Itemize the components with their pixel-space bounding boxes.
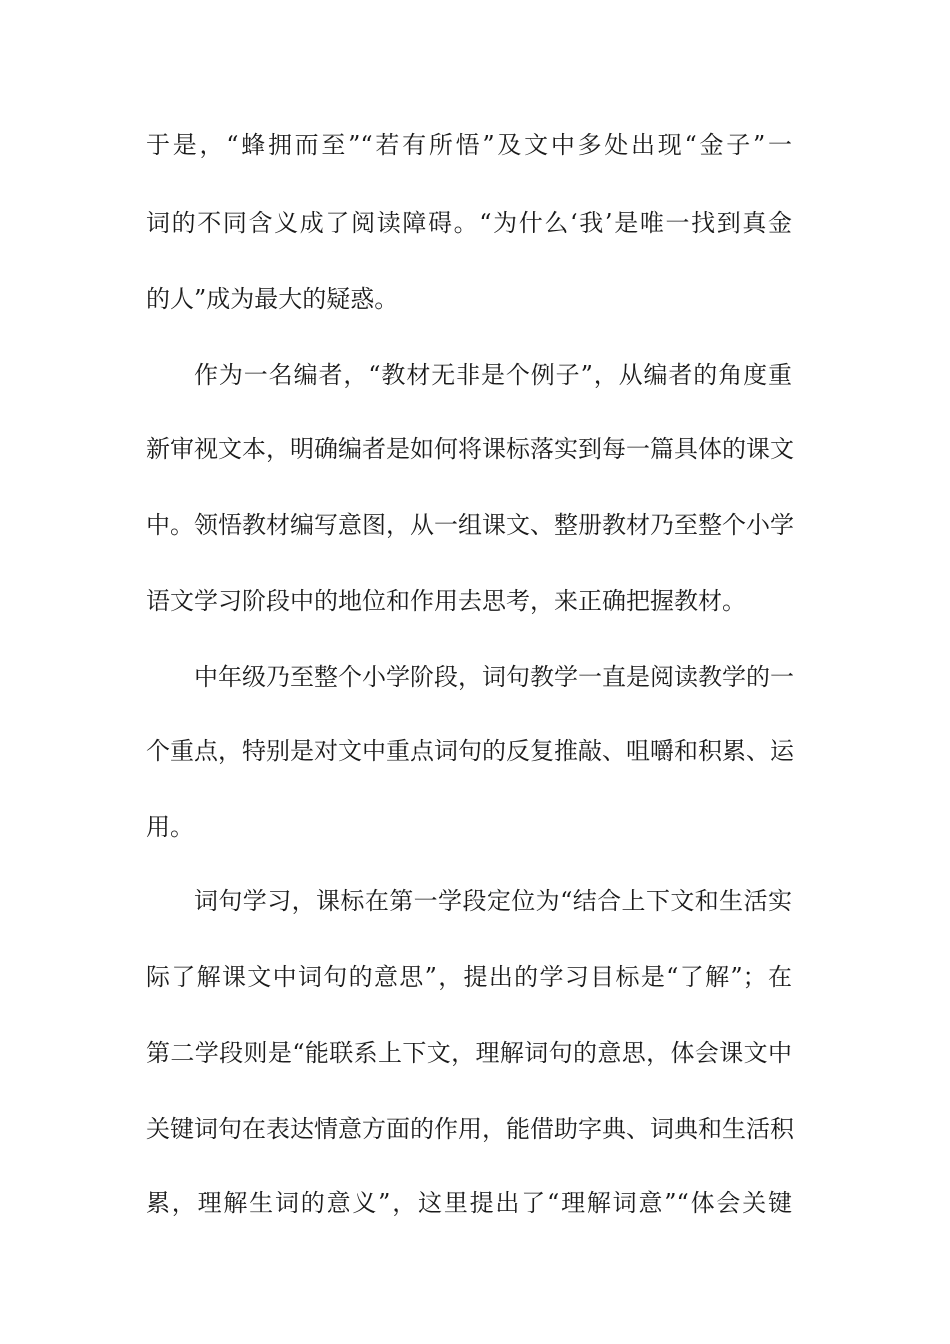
paragraph-first-line: 中年级乃至整个小学阶段，词句教学一直是阅读教学的一 — [194, 663, 794, 691]
text-line: 关键词句在表达情意方面的作用，能借助字典、词典和生活积 — [146, 1115, 794, 1143]
paragraph-first-line: 词句学习，课标在第一学段定位为“结合上下文和生活实 — [194, 887, 792, 915]
text-line: 用。 — [146, 813, 194, 841]
text-line: 语文学习阶段中的地位和作用去思考，来正确把握教材。 — [146, 587, 746, 615]
text-line: 际了解课文中词句的意思”，提出的学习目标是“了解”；在 — [146, 963, 792, 991]
text-line: 的人”成为最大的疑惑。 — [146, 285, 399, 313]
paragraph-first-line: 作为一名编者，“教材无非是个例子”，从编者的角度重 — [194, 361, 792, 389]
text-line: 中。领悟教材编写意图，从一组课文、整册教材乃至整个小学 — [146, 511, 794, 539]
text-line: 累，理解生词的意义”，这里提出了“理解词意”“体会关键 — [146, 1189, 792, 1217]
text-line: 词的不同含义成了阅读障碍。“为什么‘我’是唯一找到真金 — [146, 209, 792, 237]
text-line: 新审视文本，明确编者是如何将课标落实到每一篇具体的课文 — [146, 435, 794, 463]
text-line: 第二学段则是“能联系上下文，理解词句的意思，体会课文中 — [146, 1039, 792, 1067]
text-line: 个重点，特别是对文中重点词句的反复推敲、咀嚼和积累、运 — [146, 737, 794, 765]
text-line: 于是，“蜂拥而至”“若有所悟”及文中多处出现“金子”一 — [146, 131, 792, 159]
